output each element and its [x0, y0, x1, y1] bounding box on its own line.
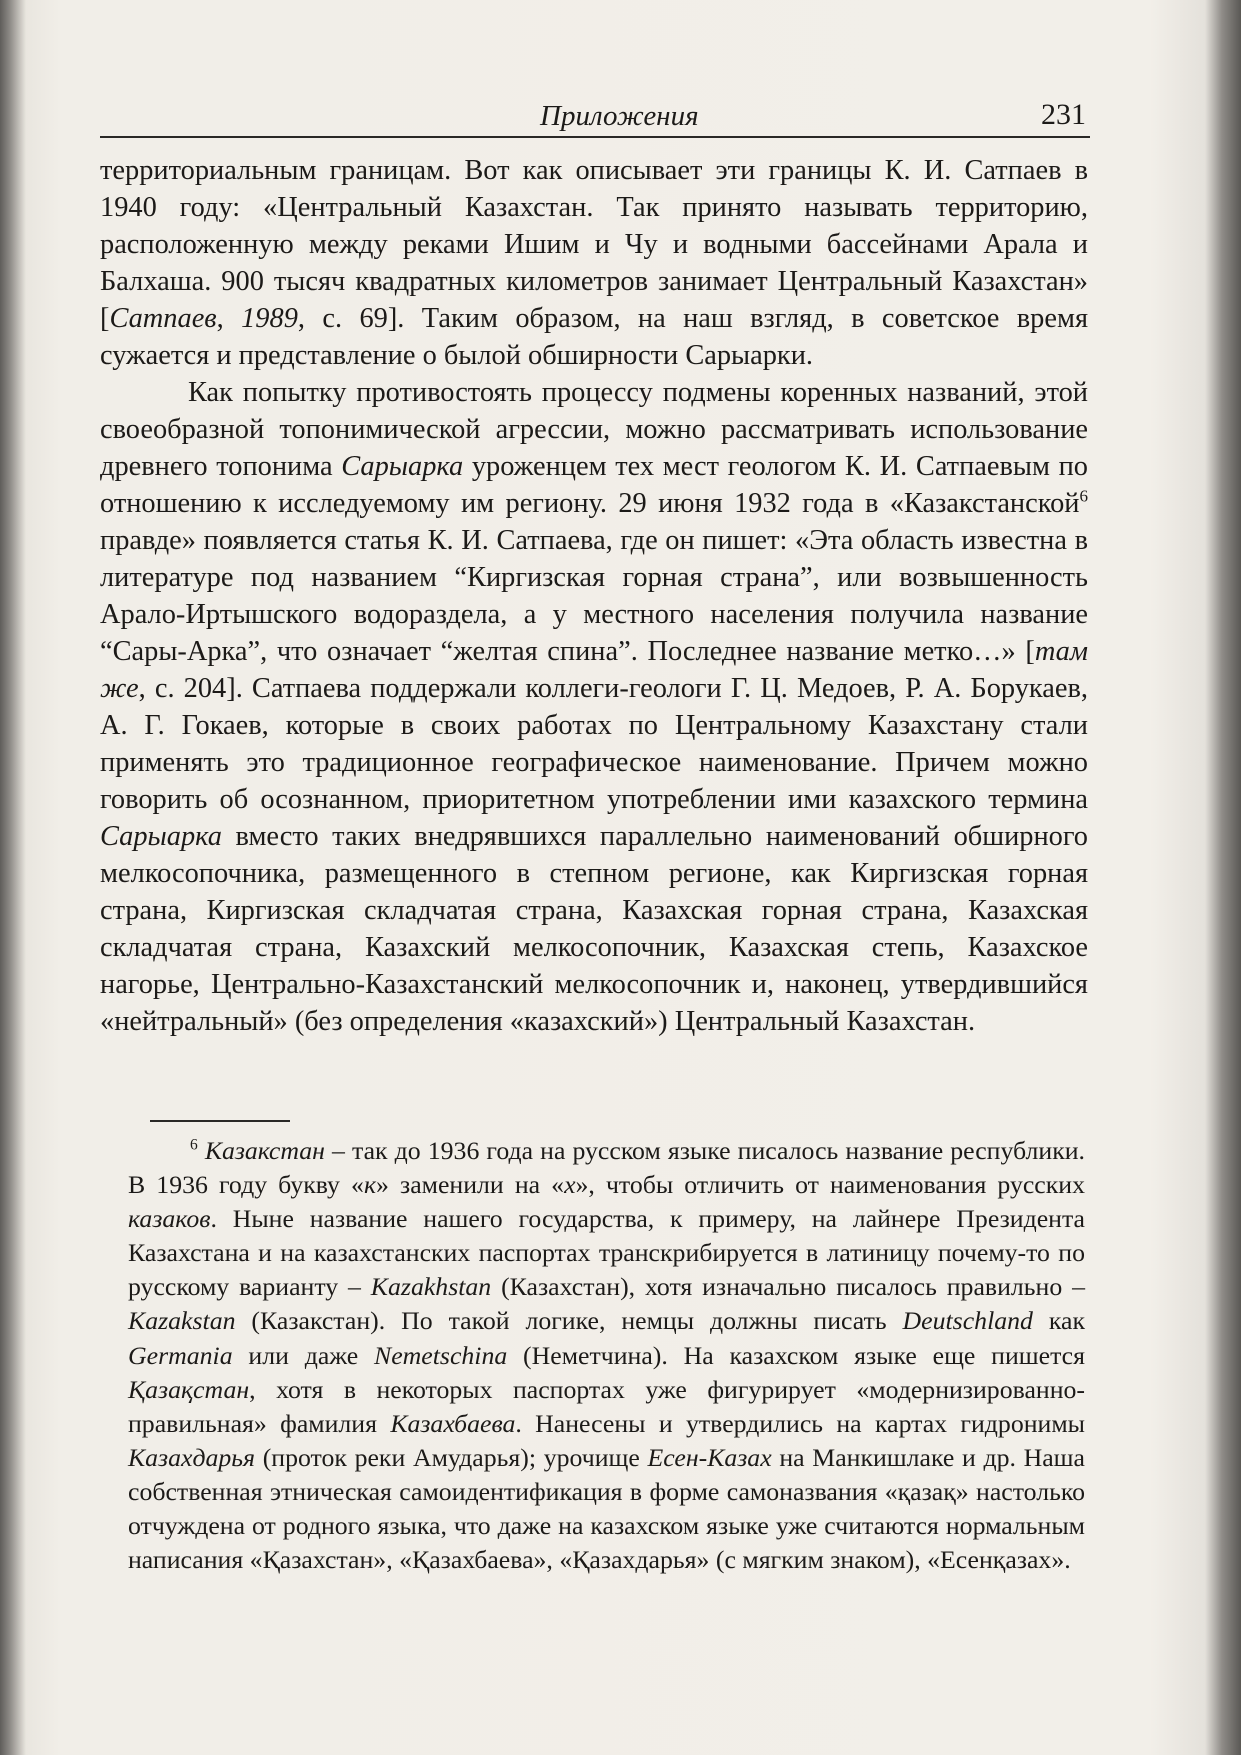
paragraph-2: Как попытку противостоять процессу подмены коренных названий, этой своеобразной топонимической агрессии, можно рассматривать использование древнего топонима Сарыарка уроженцем тех мест геологом К. И. Сатпаевым по отношению к исследуемому им региону. 29 июня 1932 года в «Казакстанской$^6$ правде» появляется статья К. И. Сатпаева, где он пишет: «Эта область известна в литературе под названием “Киргизская горная страна”, или возвышенность Арало-Иртышского водораздела, а у местного населения получила название “Сары-Арка”, что означает “желтая спина”. Последнее название метко…» [там же, с. 204]. Сатпаева поддержали коллеги-геологи Г. Ц. Медоев, Р. А. Борукаев, А. Г. Гокаев, которые в своих работах по Центральному Казахстану стали применять это традиционное географическое наименование. Причем можно говорить об осознанном, приоритетном употреблении ими казахского термина Сарыарка вместо таких внедрявшихся параллельно наименований обширного мелкосопочника, размещенного в степном регионе, как Киргизская горная страна, Киргизская складчатая страна, Казахская горная страна, Казахская складчатая страна, Казахский мелкосопочник, Казахская степь, Казахское нагорье, Центрально-Казахстанский мелкосопочник и, наконец, утвердившийся «нейтральный» (без определения «казахский») Центральный Казахстан. — [100, 377, 1088, 1037]
page-number: 231 — [1041, 98, 1086, 131]
footnote-ref: 6 — [1079, 486, 1088, 506]
running-header — [100, 98, 1090, 138]
footnote-6: $^6$ Казакстан – так до 1936 года на русском языке писалось название республики. В 1936 году букву «к» заменили на «х», чтобы отличить от наименования русских казаков. Ныне название нашего государства, к примеру, на лайнере Президента Казахстана и на казахстанских паспортах транскрибируется в латиницу почему-то по русскому варианту – Kazakhstan (Казахстан), хотя изначально писалось правильно – Kazakstan (Казакстан). По такой логике, немцы должны писать Deutschland как Germania или даже Nemetschina (Неметчина). На казахском языке еще пишется Қазақстан, хотя в некоторых паспортах уже фигурирует «модернизированно-правильная» фамилия Казахбаева. Нанесены и утвердились на картах гидронимы Казахдарья (проток реки Амударья); урочище Есен-Казах на Манкишлаке и др. Наша собственная этническая самоидентификация в форме самоназвания «қазақ» настолько отчуждена от родного языка, что даже на казахском языке уже считаются нормальным написания «Қазахстан», «Қазахбаева», «Қазахдарья» (с мягким знаком), «Есенқазах». — [128, 1136, 1085, 1575]
paragraph-1: территориальным границам. Вот как описывает эти границы К. И. Сатпаев в 1940 году: «Центральный Казахстан. Так принято называть территорию, расположенную между реками Ишим и Чу и водными бассейнами Арала и Балхаша. 900 тысяч квадратных километров занимает Центральный Казахстан» [Сатпаев, 1989, с. 69]. Таким образом, на наш взгляд, в советское время сужается и представление о былой обширности Сарыарки. — [100, 155, 1088, 371]
running-title: Приложения — [540, 100, 699, 132]
footnote-separator — [150, 1120, 290, 1122]
main-text — [100, 152, 1088, 1040]
footnote-number: 6 — [190, 1136, 198, 1154]
